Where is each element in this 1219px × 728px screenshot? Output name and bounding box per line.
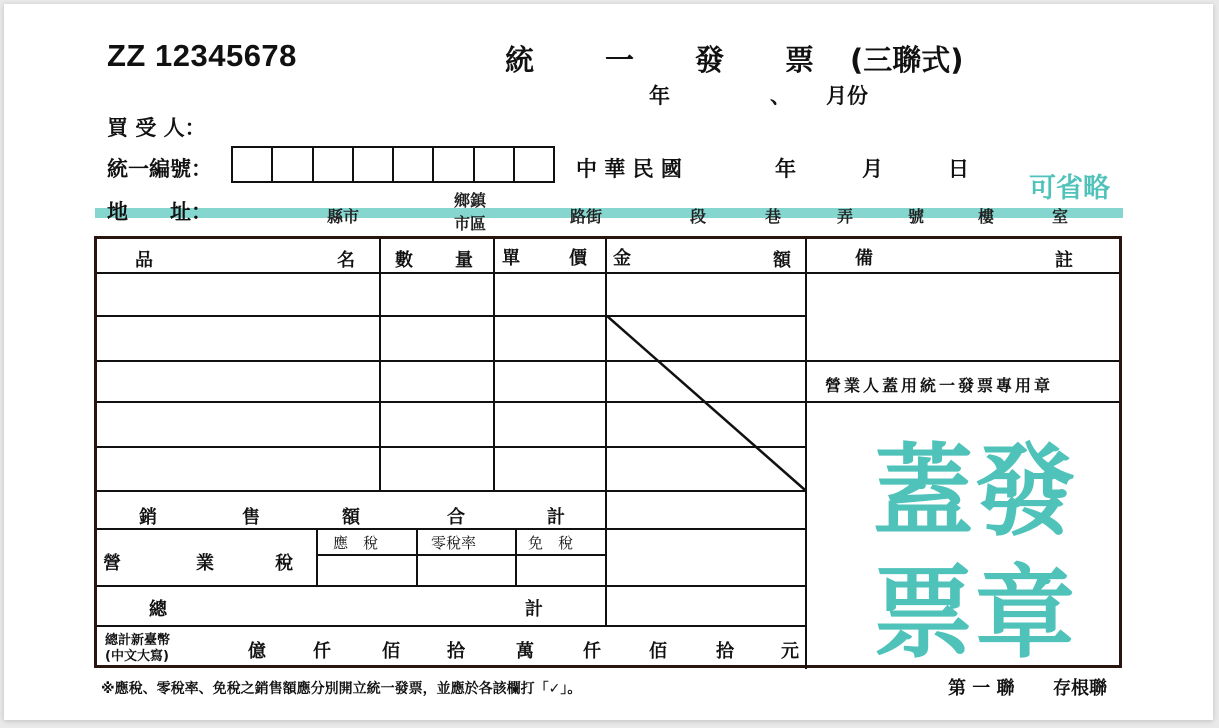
header-qty-2: 量 bbox=[455, 250, 473, 271]
sales-total-2: 售 bbox=[242, 507, 260, 528]
addr-unit: 樓 bbox=[978, 207, 995, 226]
period-separator: 、 bbox=[770, 84, 791, 108]
header-amount-2: 額 bbox=[773, 250, 791, 271]
unit-yuan: 元 bbox=[781, 641, 799, 662]
id-digit-box[interactable] bbox=[233, 148, 273, 181]
addr-unit: 巷 bbox=[765, 207, 782, 226]
optional-note: 可省略 bbox=[1029, 173, 1110, 204]
copy-number: 第 一 聯 bbox=[948, 678, 1015, 699]
unit-qian-2: 仟 bbox=[583, 641, 601, 662]
id-digit-box[interactable] bbox=[515, 148, 553, 181]
addr-unit: 市區 bbox=[454, 214, 487, 233]
grand-total-2: 計 bbox=[525, 599, 543, 620]
date-month: 月 bbox=[862, 157, 883, 181]
header-remark-1: 備 bbox=[855, 248, 873, 269]
business-tax-3: 稅 bbox=[275, 553, 293, 574]
optional-highlight bbox=[95, 208, 1123, 218]
header-item-2: 名 bbox=[337, 250, 355, 271]
buyer-name-label: 買 受 人： bbox=[107, 116, 206, 140]
copy-name: 存根聯 bbox=[1053, 678, 1107, 699]
buyer-address-label: 地 址： bbox=[107, 200, 212, 224]
sales-total-1: 銷 bbox=[139, 507, 157, 528]
title-char: 統 bbox=[505, 43, 535, 77]
header-qty-1: 數 bbox=[395, 250, 413, 271]
date-year: 年 bbox=[775, 157, 796, 181]
seal-stamp-line-1: 蓋發 bbox=[873, 433, 1077, 550]
title-char: 一 bbox=[605, 43, 635, 77]
title-char: 發 bbox=[695, 43, 725, 77]
tax-type-exempt: 免 稅 bbox=[528, 534, 574, 552]
seal-stamp-line-2: 票章 bbox=[873, 555, 1077, 672]
invoice-table bbox=[94, 236, 1122, 672]
id-digit-box[interactable] bbox=[273, 148, 313, 181]
footer-note: ※應稅、零稅率、免稅之銷售額應分別開立統一發票，並應於各該欄打「✓」。 bbox=[101, 681, 582, 697]
unit-qian: 仟 bbox=[313, 641, 331, 662]
unit-bai-2: 佰 bbox=[649, 641, 667, 662]
header-price-2: 價 bbox=[569, 248, 587, 269]
addr-unit: 段 bbox=[690, 207, 707, 226]
unit-shi: 拾 bbox=[447, 641, 465, 662]
tax-type-zero: 零稅率 bbox=[431, 534, 477, 552]
unit-shi-2: 拾 bbox=[716, 641, 734, 662]
addr-unit: 路街 bbox=[570, 207, 603, 226]
id-digit-box[interactable] bbox=[434, 148, 474, 181]
title-char: 票 bbox=[785, 43, 815, 77]
sales-total-5: 計 bbox=[547, 507, 565, 528]
title-suffix: (三聯式) bbox=[850, 43, 964, 77]
unit-bai: 佰 bbox=[382, 641, 400, 662]
invoice-number: ZZ 12345678 bbox=[107, 38, 297, 73]
addr-unit: 號 bbox=[908, 207, 925, 226]
id-digit-box[interactable] bbox=[354, 148, 394, 181]
business-tax-1: 營 bbox=[103, 553, 121, 574]
addr-unit: 縣市 bbox=[327, 207, 360, 226]
addr-unit: 室 bbox=[1052, 207, 1069, 226]
header-item-1: 品 bbox=[135, 250, 153, 271]
addr-unit: 鄉鎮 bbox=[454, 191, 487, 210]
addr-unit: 弄 bbox=[837, 207, 854, 226]
seal-label: 營業人蓋用統一發票專用章 bbox=[825, 376, 1054, 395]
unit-wan: 萬 bbox=[516, 641, 534, 662]
id-digit-box[interactable] bbox=[314, 148, 354, 181]
date-era: 中 華 民 國 bbox=[576, 157, 682, 181]
chinese-total-label-2: (中文大寫) bbox=[105, 649, 169, 664]
chinese-total-label-1: 總計新臺幣 bbox=[105, 633, 171, 648]
unit-yi: 億 bbox=[248, 641, 266, 662]
period-month: 月份 bbox=[826, 84, 868, 108]
buyer-id-boxes[interactable] bbox=[231, 146, 555, 183]
tax-type-taxable: 應 稅 bbox=[333, 534, 379, 552]
id-digit-box[interactable] bbox=[394, 148, 434, 181]
header-price-1: 單 bbox=[502, 248, 520, 269]
period-year: 年 bbox=[649, 84, 670, 108]
date-day: 日 bbox=[948, 157, 969, 181]
grand-total-1: 總 bbox=[149, 599, 167, 620]
buyer-id-label: 統一編號： bbox=[107, 157, 212, 181]
business-tax-2: 業 bbox=[196, 553, 214, 574]
header-amount-1: 金 bbox=[613, 248, 631, 269]
header-remark-2: 註 bbox=[1055, 250, 1073, 271]
sales-total-3: 額 bbox=[342, 507, 360, 528]
id-digit-box[interactable] bbox=[475, 148, 515, 181]
sales-total-4: 合 bbox=[447, 507, 465, 528]
